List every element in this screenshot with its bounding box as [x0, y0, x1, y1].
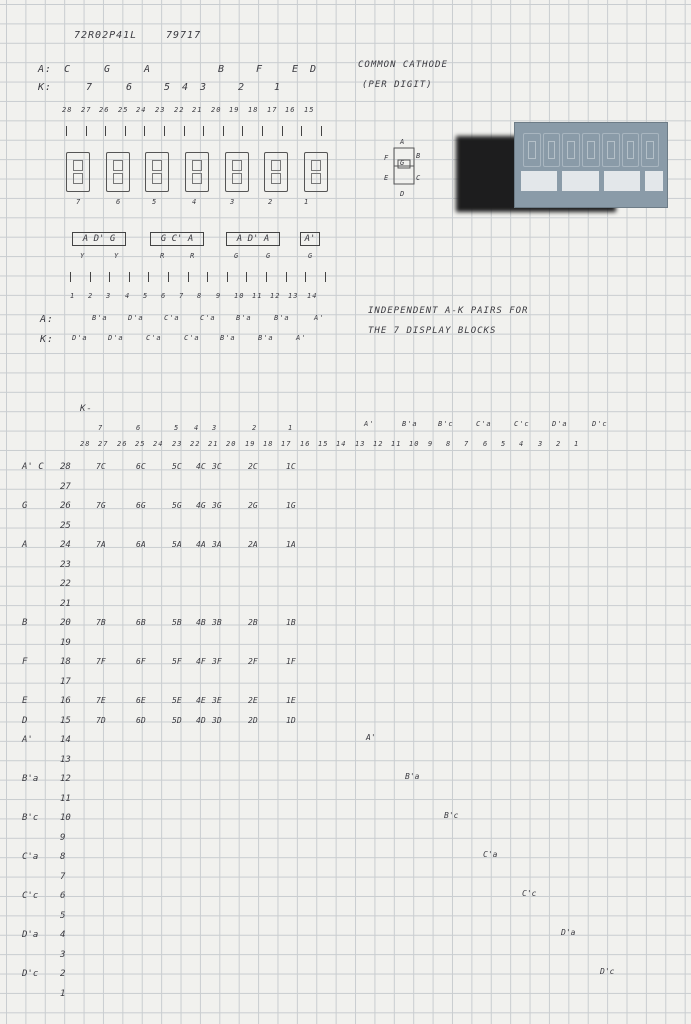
module-digit	[582, 133, 600, 167]
matrix-col-pin: 28	[80, 440, 91, 448]
matrix-col-pin: 7	[464, 440, 470, 448]
bottom-pin-number: 14	[307, 292, 318, 300]
matrix-col-pin: 21	[208, 440, 219, 448]
pin-tick	[125, 126, 126, 136]
matrix-col-digit: 5	[174, 424, 180, 432]
matrix-row-pin: 22	[60, 579, 71, 589]
bottom-k-value: C'a	[184, 334, 200, 342]
module-digit	[602, 133, 620, 167]
bottom-k-value: B'a	[258, 334, 274, 342]
led-group-3	[226, 232, 280, 246]
pin-tick	[301, 126, 302, 136]
module-digit	[523, 133, 541, 167]
seg-label-e: E	[384, 174, 390, 182]
top-pin-number: 20	[211, 106, 222, 114]
matrix-diagonal-cell: B'c	[444, 811, 459, 820]
matrix-col-pin: 18	[263, 440, 274, 448]
bottom-pin-number: 1	[70, 292, 76, 300]
matrix-col-pin: 5	[501, 440, 507, 448]
led-leg: Y	[80, 252, 86, 260]
matrix-cell: 2G	[248, 501, 258, 510]
matrix-cell: 7C	[96, 462, 106, 471]
matrix-diagonal-cell: C'c	[522, 889, 537, 898]
per-digit-note: (PER DIGIT)	[362, 80, 433, 90]
digit-number: 6	[116, 198, 122, 206]
module-body	[514, 122, 668, 208]
module-digit	[562, 133, 580, 167]
matrix-row-pin: 28	[60, 462, 71, 472]
matrix-col-extra: A'	[364, 420, 375, 428]
pin-tick	[246, 272, 247, 282]
digit-number: 4	[192, 198, 198, 206]
top-a-value: F	[256, 64, 264, 75]
top-pin-ticks	[66, 126, 322, 136]
digit-outline	[185, 152, 209, 192]
bottom-pin-number: 7	[179, 292, 185, 300]
bottom-pin-number: 8	[197, 292, 203, 300]
matrix-cell: 6F	[136, 657, 146, 666]
module-digit	[641, 133, 659, 167]
top-k-value: 1	[274, 82, 282, 93]
matrix-cell: 3F	[212, 657, 222, 666]
top-a-value: E	[292, 64, 300, 75]
pin-tick	[286, 272, 287, 282]
digit-outline	[106, 152, 130, 192]
matrix-diagonal-cell: A'	[366, 733, 376, 742]
matrix-cell: 1E	[286, 696, 296, 705]
pin-tick	[90, 272, 91, 282]
matrix-col-pin: 6	[483, 440, 489, 448]
matrix-row-prefix: D'a	[22, 930, 39, 940]
seg-label-f: F	[384, 154, 390, 162]
module-bar	[645, 171, 663, 191]
top-pin-number: 16	[285, 106, 296, 114]
top-k-label: K:	[38, 82, 53, 93]
bottom-a-label: A:	[40, 314, 55, 325]
matrix-col-digit: 7	[98, 424, 104, 432]
matrix-row-pin: 27	[60, 481, 71, 492]
matrix-col-pin: 26	[117, 440, 128, 448]
matrix-cell: 7B	[96, 618, 106, 627]
top-pin-number: 23	[155, 106, 166, 114]
top-pin-number: 26	[99, 106, 110, 114]
matrix-cell: 3B	[212, 618, 222, 627]
matrix-row-prefix: C'c	[22, 891, 39, 901]
matrix-row-pin: 20	[60, 618, 71, 628]
matrix-row-pin: 23	[60, 559, 71, 570]
matrix-col-pin: 24	[153, 440, 164, 448]
matrix-col-pin: 13	[355, 440, 366, 448]
matrix-col-pin: 3	[538, 440, 544, 448]
matrix-col-pin: 12	[373, 440, 384, 448]
matrix-cell: 5A	[172, 540, 182, 549]
matrix-col-pin: 17	[281, 440, 292, 448]
matrix-cell: 6G	[136, 501, 146, 510]
matrix-row-pin: 10	[60, 813, 71, 823]
matrix-cell: 2F	[248, 657, 258, 666]
matrix-col-pin: 8	[446, 440, 452, 448]
bottom-k-value: C'a	[146, 334, 162, 342]
digit-outline	[304, 152, 328, 192]
digit-outline	[145, 152, 169, 192]
matrix-cell: 3D	[212, 715, 222, 725]
digit-number: 5	[152, 198, 158, 206]
bottom-k-value: D'a	[108, 334, 124, 342]
matrix-col-pin: 25	[135, 440, 146, 448]
bottom-k-value: D'a	[72, 334, 88, 342]
pin-tick	[184, 126, 185, 136]
matrix-row-pin: 25	[60, 520, 71, 531]
matrix-row-prefix: C'a	[22, 852, 39, 862]
matrix-row-prefix: G	[22, 501, 28, 511]
matrix-diagonal-cell: B'a	[405, 772, 420, 781]
matrix-row-pin: 15	[60, 715, 71, 726]
matrix-row-pin: 7	[60, 871, 66, 882]
matrix-row-prefix: B'a	[22, 774, 39, 784]
top-a-value: G	[104, 64, 112, 75]
top-pin-number: 28	[62, 106, 73, 114]
top-pin-number: 19	[229, 106, 240, 114]
bottom-pin-number: 12	[270, 292, 281, 300]
pin-tick	[105, 126, 106, 136]
led-leg: R	[190, 252, 196, 260]
led-group-2-inner: G C' A	[160, 234, 194, 244]
pin-tick	[321, 126, 322, 136]
matrix-col-digit: 1	[288, 424, 294, 432]
matrix-row-pin: 8	[60, 852, 66, 862]
matrix-col-extra: D'c	[592, 420, 608, 428]
matrix-row-pin: 3	[60, 949, 66, 960]
matrix-col-pin: 20	[226, 440, 237, 448]
matrix-row-prefix: A'	[22, 735, 33, 745]
matrix-cell: 5D	[172, 715, 182, 725]
matrix-row-prefix: A	[22, 540, 28, 550]
matrix-row-pin: 2	[60, 969, 66, 979]
pin-tick	[325, 272, 326, 282]
pin-tick	[223, 126, 224, 136]
matrix-row-prefix: A' C	[22, 462, 44, 472]
matrix-col-pin: 14	[336, 440, 347, 448]
pin-tick	[262, 126, 263, 136]
digit-outlines	[66, 152, 328, 192]
pin-tick	[164, 126, 165, 136]
bottom-k-value: B'a	[220, 334, 236, 342]
module-bar	[562, 171, 598, 191]
bottom-pin-number: 6	[161, 292, 167, 300]
matrix-col-digit: 3	[212, 424, 218, 432]
top-pin-number: 22	[174, 106, 185, 114]
matrix-row-pin: 16	[60, 696, 71, 706]
matrix-cell: 3E	[212, 696, 222, 705]
top-pin-number: 21	[192, 106, 203, 114]
matrix-cell: 7G	[96, 501, 106, 510]
led-leg: R	[160, 252, 166, 260]
matrix-col-extra: C'c	[514, 420, 530, 428]
matrix-row-prefix: B'c	[22, 813, 39, 823]
matrix-cell: 4E	[196, 696, 206, 705]
matrix-col-pin: 2	[556, 440, 562, 448]
seg-label-d: D	[400, 190, 406, 198]
led-module-photo	[456, 122, 668, 212]
led-group-3-inner: A D' A	[236, 234, 270, 244]
matrix-row-pin: 24	[60, 540, 71, 550]
pin-tick	[144, 126, 145, 136]
digit-outline	[225, 152, 249, 192]
bottom-k-value: A'	[296, 334, 307, 342]
matrix-cell: 2A	[248, 540, 258, 549]
matrix-cell: 7A	[96, 540, 106, 549]
matrix-cell: 1G	[286, 501, 296, 510]
matrix-diagonal-cell: D'c	[600, 967, 615, 976]
led-leg: G	[234, 252, 240, 260]
matrix-cell: 7E	[96, 696, 106, 705]
top-pin-number: 24	[136, 106, 147, 114]
top-k-value: 2	[238, 82, 246, 93]
matrix-cell: 7D	[96, 715, 106, 725]
pin-tick	[86, 126, 87, 136]
led-group-2	[150, 232, 204, 246]
matrix-col-pin: 22	[190, 440, 201, 448]
matrix-cell: 5F	[172, 657, 182, 666]
pin-tick	[203, 126, 204, 136]
seg-label-g: G	[400, 159, 406, 167]
matrix-cell: 2C	[248, 462, 258, 471]
module-digit	[622, 133, 640, 167]
matrix-col-pin: 9	[428, 440, 434, 448]
top-a-value: B	[218, 64, 226, 75]
bottom-pin-number: 10	[234, 292, 245, 300]
pin-tick	[70, 272, 71, 282]
pin-tick	[282, 126, 283, 136]
matrix-cell: 5B	[172, 618, 182, 627]
matrix-col-extra: D'a	[552, 420, 568, 428]
led-group-1	[72, 232, 126, 246]
bottom-a-value: C'a	[200, 314, 216, 322]
matrix-diagonal-cell: D'a	[561, 928, 576, 937]
matrix-cell: 5C	[172, 462, 182, 471]
pin-tick	[227, 272, 228, 282]
matrix-row-pin: 4	[60, 930, 66, 940]
led-group-1-inner: A D' G	[82, 234, 116, 244]
matrix-cell: 1C	[286, 462, 296, 471]
bottom-pin-ticks	[70, 272, 326, 282]
digit-outline	[66, 152, 90, 192]
bottom-a-value: B'a	[236, 314, 252, 322]
top-k-value: 3	[200, 82, 208, 93]
digit-number: 7	[76, 198, 82, 206]
matrix-col-extra: C'a	[476, 420, 492, 428]
matrix-col-pin: 23	[172, 440, 183, 448]
matrix-cell: 4C	[196, 462, 206, 471]
pin-tick	[129, 272, 130, 282]
seg-label-c: C	[416, 174, 422, 182]
matrix-col-pin: 1	[574, 440, 580, 448]
top-pin-number: 17	[267, 106, 278, 114]
matrix-row-prefix: D'c	[22, 969, 39, 979]
matrix-row-pin: 18	[60, 657, 71, 667]
matrix-col-pin: 10	[409, 440, 420, 448]
digit-outline	[264, 152, 288, 192]
matrix-k-label: K-	[80, 404, 93, 414]
led-leg: Y	[114, 252, 120, 260]
matrix-cell: 7F	[96, 657, 106, 666]
module-bars	[521, 171, 663, 191]
bottom-pin-number: 3	[106, 292, 112, 300]
module-digit	[543, 133, 561, 167]
top-k-value: 4	[182, 82, 190, 93]
top-k-value: 6	[126, 82, 134, 93]
module-bar	[604, 171, 640, 191]
module-bar	[521, 171, 557, 191]
matrix-cell: 2B	[248, 618, 258, 627]
top-a-value: A	[144, 64, 152, 75]
matrix-cell: 3C	[212, 462, 222, 471]
part-number: 72R02P41L	[74, 30, 138, 41]
bottom-pin-number: 9	[216, 292, 222, 300]
matrix-cell: 6C	[136, 462, 146, 471]
matrix-col-pin: 11	[391, 440, 402, 448]
matrix-row-pin: 1	[60, 988, 66, 999]
bottom-a-value: D'a	[128, 314, 144, 322]
matrix-row-prefix: F	[22, 657, 28, 667]
matrix-cell: 5G	[172, 501, 182, 510]
matrix-cell: 2D	[248, 715, 258, 725]
matrix-diagonal-cell: C'a	[483, 850, 498, 859]
matrix-cell: 4F	[196, 657, 206, 666]
note-line-1: INDEPENDENT A-K PAIRS FOR	[368, 306, 529, 316]
matrix-cell: 4D	[196, 715, 206, 725]
matrix-row-pin: 21	[60, 598, 71, 609]
matrix-row-pin: 13	[60, 754, 71, 765]
top-k-value: 7	[86, 82, 94, 93]
digit-number: 1	[304, 198, 310, 206]
pin-tick	[266, 272, 267, 282]
led-leg: G	[308, 252, 314, 260]
bottom-a-value: C'a	[164, 314, 180, 322]
matrix-row-prefix: B	[22, 618, 28, 628]
matrix-row-pin: 6	[60, 891, 66, 901]
matrix-col-digit: 4	[194, 424, 200, 432]
matrix-cell: 6B	[136, 618, 146, 627]
matrix-cell: 2E	[248, 696, 258, 705]
matrix-cell: 4A	[196, 540, 206, 549]
matrix-col-pin: 16	[300, 440, 311, 448]
pin-tick	[66, 126, 67, 136]
matrix-cell: 4G	[196, 501, 206, 510]
matrix-col-pin: 4	[519, 440, 525, 448]
led-group-4-inner: A'	[304, 234, 316, 244]
matrix-row-prefix: D	[22, 715, 28, 726]
seg-label-b: B	[416, 152, 422, 160]
pin-tick	[188, 272, 189, 282]
bottom-a-value: A'	[314, 314, 325, 322]
digit-number: 2	[268, 198, 274, 206]
top-a-label: A:	[38, 64, 53, 75]
bottom-a-value: B'a	[274, 314, 290, 322]
matrix-col-digit: 6	[136, 424, 142, 432]
matrix-row-pin: 26	[60, 501, 71, 511]
matrix-cell: 6A	[136, 540, 146, 549]
matrix-col-pin: 27	[98, 440, 109, 448]
pin-tick	[168, 272, 169, 282]
top-k-value: 5	[164, 82, 172, 93]
led-group-4	[300, 232, 320, 246]
matrix-cell: 1B	[286, 618, 296, 627]
top-pin-number: 25	[118, 106, 129, 114]
matrix-row-pin: 9	[60, 832, 66, 843]
matrix-row-pin: 12	[60, 774, 71, 784]
pin-tick	[242, 126, 243, 136]
bottom-pin-number: 4	[125, 292, 131, 300]
matrix-cell: 6E	[136, 696, 146, 705]
bottom-pin-number: 13	[288, 292, 299, 300]
matrix-col-pin: 19	[245, 440, 256, 448]
bottom-pin-number: 11	[252, 292, 263, 300]
matrix-cell: 6D	[136, 715, 146, 725]
matrix-row-prefix: E	[22, 696, 28, 706]
common-cathode-note: COMMON CATHODE	[358, 60, 448, 70]
matrix-cell: 5E	[172, 696, 182, 705]
note-line-2: THE 7 DISPLAY BLOCKS	[368, 326, 497, 336]
pin-tick	[207, 272, 208, 282]
segment-diagram	[382, 138, 428, 200]
pin-tick	[109, 272, 110, 282]
matrix-col-pin: 15	[318, 440, 329, 448]
bottom-pin-number: 2	[88, 292, 94, 300]
pin-tick	[305, 272, 306, 282]
top-a-value: D	[310, 64, 318, 75]
matrix-cell: 1A	[286, 540, 296, 549]
matrix-cell: 3G	[212, 501, 222, 510]
matrix-cell: 3A	[212, 540, 222, 549]
top-pin-number: 27	[81, 106, 92, 114]
bottom-k-label: K:	[40, 334, 55, 345]
seg-label-a: A	[400, 138, 406, 146]
pin-tick	[148, 272, 149, 282]
matrix-row-pin: 5	[60, 910, 66, 921]
matrix-row-pin: 11	[60, 793, 71, 804]
matrix-col-digit: 2	[252, 424, 258, 432]
matrix-col-extra: B'c	[438, 420, 454, 428]
top-pin-number: 18	[248, 106, 259, 114]
digit-number: 3	[230, 198, 236, 206]
matrix-row-pin: 19	[60, 637, 71, 648]
bottom-a-value: B'a	[92, 314, 108, 322]
matrix-col-extra: B'a	[402, 420, 418, 428]
led-leg: G	[266, 252, 272, 260]
module-digits	[523, 133, 659, 167]
matrix-cell: 1F	[286, 657, 296, 666]
top-pin-number: 15	[304, 106, 315, 114]
matrix-row-pin: 14	[60, 735, 71, 745]
matrix-row-pin: 17	[60, 676, 71, 687]
top-a-value: C	[64, 64, 72, 75]
matrix-cell: 1D	[286, 715, 296, 725]
part-code: 79717	[166, 30, 202, 41]
matrix-cell: 4B	[196, 618, 206, 627]
bottom-pin-number: 5	[143, 292, 149, 300]
